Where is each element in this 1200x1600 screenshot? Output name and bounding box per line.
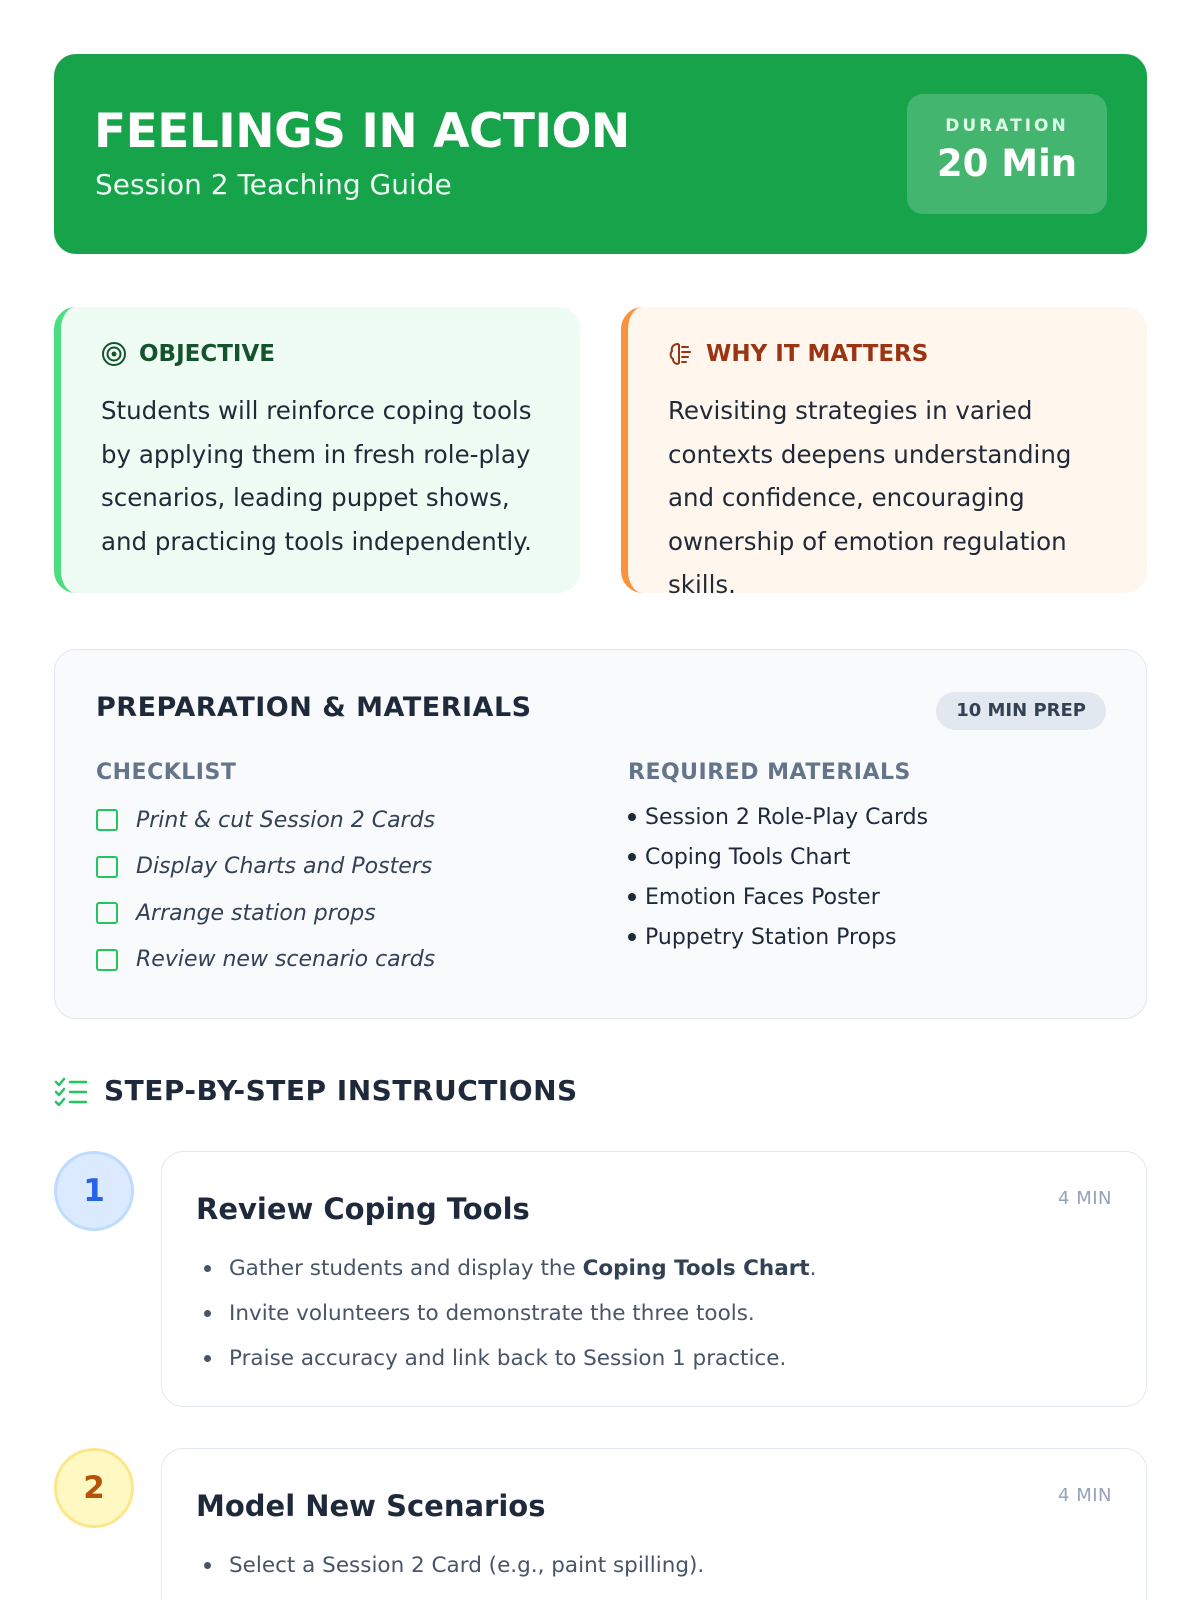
- step-bullet-text: Invite volunteers to demonstrate the three tools.: [229, 1301, 755, 1326]
- page-subtitle: Session 2 Teaching Guide: [95, 168, 452, 201]
- material-item: [628, 837, 1098, 877]
- materials-heading: REQUIRED MATERIALS: [628, 760, 911, 785]
- step-duration: 4 MIN: [1058, 1188, 1112, 1209]
- bullet-icon: [204, 1562, 211, 1569]
- material-item-label: Coping Tools Chart: [645, 844, 851, 870]
- checklist-item-label: Review new scenario cards: [136, 947, 436, 973]
- step-bullet-text: [229, 1256, 816, 1281]
- bullet-text-pre: Gather students and display the: [229, 1256, 583, 1281]
- step-number-1: 1: [54, 1151, 134, 1231]
- objective-heading: OBJECTIVE: [139, 341, 275, 367]
- step-number-2: 2: [54, 1448, 134, 1528]
- header-banner: [54, 54, 1147, 254]
- checklist-icon: [54, 1076, 88, 1106]
- duration-box: [907, 94, 1107, 214]
- step-duration: 4 MIN: [1058, 1485, 1112, 1506]
- material-item: [628, 917, 1098, 957]
- bullet-icon: [628, 933, 636, 941]
- why-heading-row: [668, 341, 1115, 367]
- material-item-label: Session 2 Role-Play Cards: [645, 804, 929, 830]
- why-it-matters-card: [621, 307, 1147, 599]
- checklist-item[interactable]: [96, 797, 576, 844]
- bullet-text-post: .: [809, 1256, 817, 1281]
- bullet-icon: [204, 1310, 211, 1317]
- why-body: Revisiting strategies in varied contexts deepens understanding and confidence, encouraging ownership of emotion regulation skills.: [668, 396, 1072, 599]
- prep-time-badge: 10 MIN PREP: [936, 692, 1106, 730]
- checklist-item[interactable]: [96, 937, 576, 984]
- step-bullet: [196, 1246, 1112, 1291]
- teaching-guide-page: [54, 54, 1147, 1578]
- brain-icon: [668, 341, 694, 367]
- steps-heading-row: [54, 1074, 578, 1107]
- step-bullet-text: Praise accuracy and link back to Session 1 practice.: [229, 1346, 787, 1371]
- bullet-icon: [628, 893, 636, 901]
- page-title: FEELINGS IN ACTION: [94, 104, 630, 159]
- material-item-label: Puppetry Station Props: [645, 924, 897, 950]
- step-bullet: [196, 1291, 1112, 1336]
- step-bullet: [196, 1336, 1112, 1381]
- bullet-icon: [628, 813, 636, 821]
- checklist-column: [96, 760, 576, 983]
- step-bullet-text: Select a Session 2 Card (e.g., paint spilling).: [229, 1553, 705, 1578]
- material-item: [628, 797, 1098, 837]
- bullet-icon: [204, 1265, 211, 1272]
- bullet-text-bold: Coping Tools Chart: [582, 1256, 810, 1281]
- preparation-panel: [54, 649, 1147, 1019]
- material-item: [628, 877, 1098, 917]
- objective-body: Students will reinforce coping tools by applying them in fresh role-play scenarios, leading puppet shows, and practicing tools independently.: [101, 396, 532, 556]
- steps-heading: STEP-BY-STEP INSTRUCTIONS: [104, 1074, 578, 1107]
- step-bullet: [196, 1543, 1112, 1588]
- checklist-item-label: Display Charts and Posters: [136, 854, 433, 880]
- duration-value: 20 Min: [936, 142, 1078, 185]
- checklist-item-label: Arrange station props: [136, 900, 376, 926]
- step-bullet-list: [196, 1246, 1112, 1381]
- checkbox-icon[interactable]: [96, 856, 118, 878]
- materials-column: [628, 760, 1098, 957]
- checkbox-icon[interactable]: [96, 949, 118, 971]
- bullet-icon: [628, 853, 636, 861]
- why-heading: WHY IT MATTERS: [706, 341, 929, 367]
- checklist-heading: CHECKLIST: [96, 760, 237, 785]
- step-card-1: [161, 1151, 1147, 1407]
- checklist-item[interactable]: [96, 844, 576, 891]
- preparation-title: PREPARATION & MATERIALS: [96, 692, 532, 723]
- step-bullet-list: [196, 1543, 1112, 1588]
- checkbox-icon[interactable]: [96, 902, 118, 924]
- step-title: Model New Scenarios: [196, 1489, 546, 1523]
- objective-card: [54, 307, 580, 593]
- checkbox-icon[interactable]: [96, 809, 118, 831]
- checklist-item-label: Print & cut Session 2 Cards: [136, 807, 436, 833]
- info-cards: [54, 307, 1147, 599]
- step-title: Review Coping Tools: [196, 1192, 530, 1226]
- checklist-item[interactable]: [96, 890, 576, 937]
- duration-label: DURATION: [945, 116, 1069, 136]
- bullet-icon: [204, 1355, 211, 1362]
- step-card-2: [161, 1448, 1147, 1600]
- material-item-label: Emotion Faces Poster: [645, 884, 880, 910]
- objective-heading-row: [101, 341, 548, 367]
- target-icon: [101, 341, 127, 367]
